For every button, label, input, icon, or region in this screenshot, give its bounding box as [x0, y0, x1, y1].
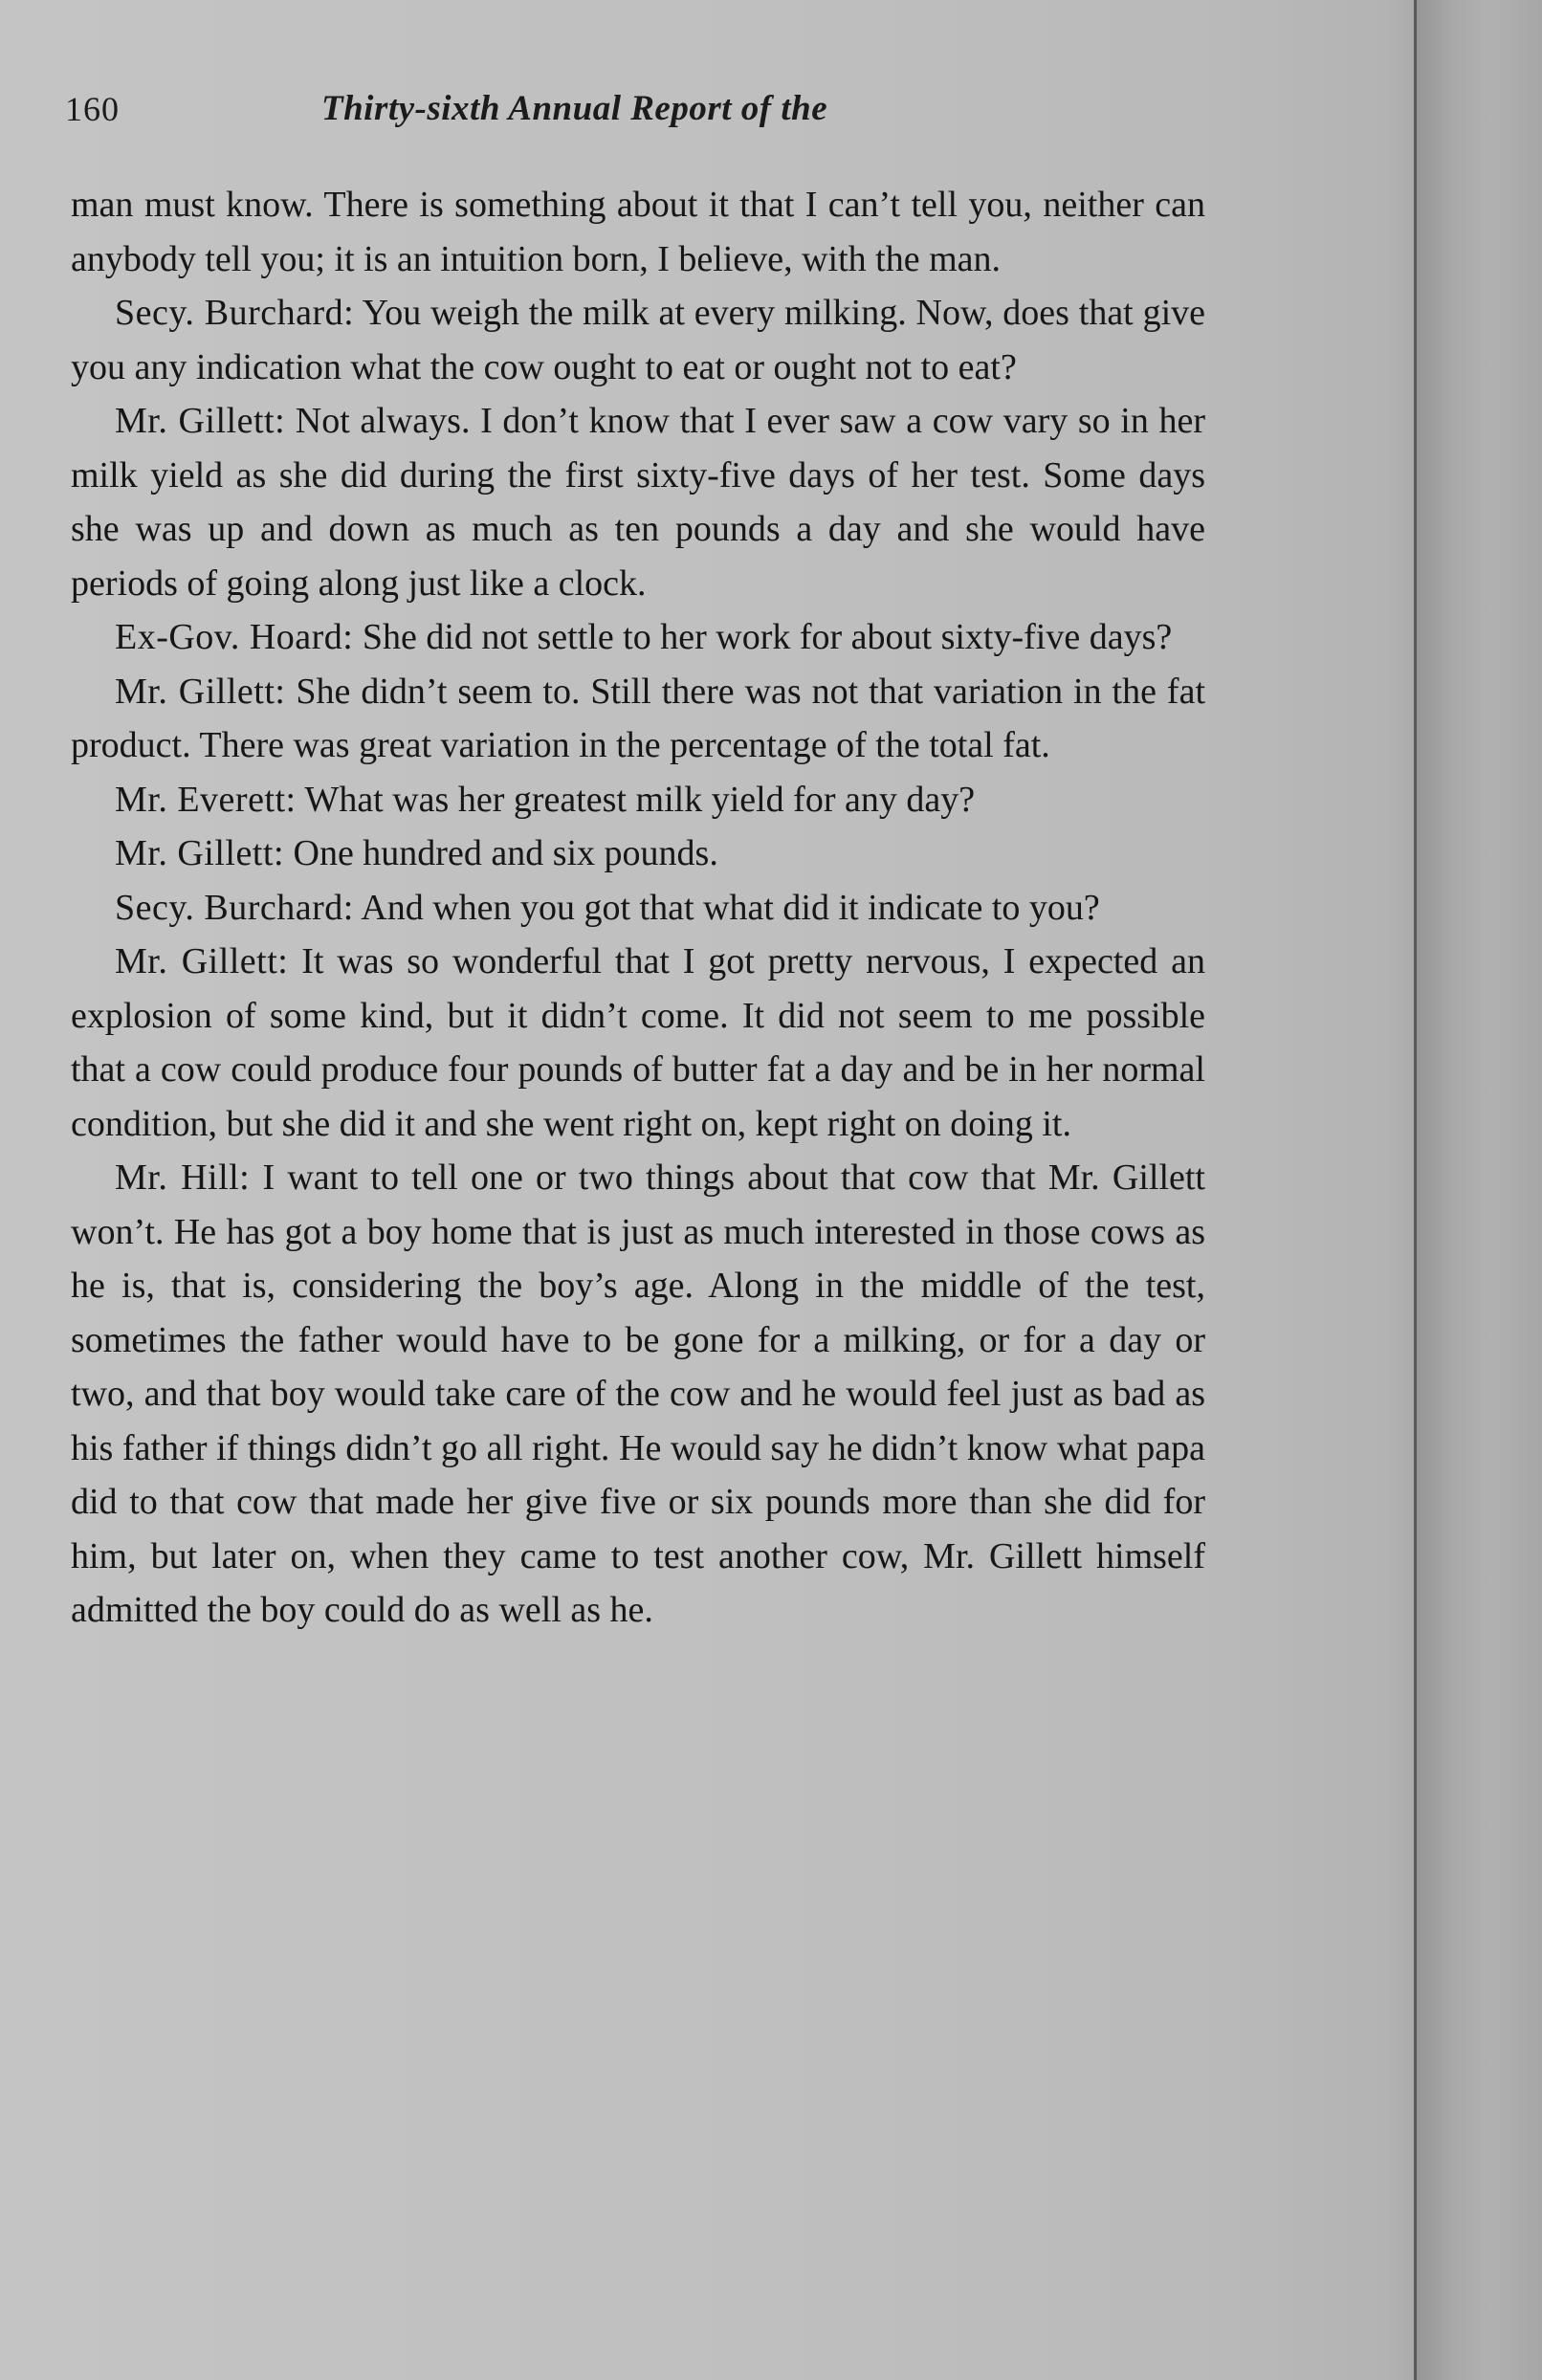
paragraph-text: She didn’t seem to. Still there was not that variation in the fat product. There was great variation in the percentage of the total fat. — [71, 671, 1206, 765]
running-title: Thirty-sixth Annual Report of the — [321, 89, 828, 128]
paragraph-text: I want to tell one or two things about that cow that Mr. Gillett won’t. He has got a boy home that is just as much interested in those cows as he is, that is, considering the boy’s age. Along in the middle of the test, sometimes the father would have to be gone for a milking, or for a day or two, and that boy would take care of the cow and he would feel just as bad as his father if things didn’t go all right. He would say he didn’t know what papa did to that cow that made her give five or six pounds more than she did for him, but later on, when they came to test another cow, Mr. Gillett himself admitted the boy could do as well as he. — [71, 1157, 1205, 1630]
paragraph-text: You weigh the milk at every milking. Now, does that give you any indication what the cow ought to eat or ought not to eat? — [71, 293, 1205, 387]
speaker-name: Mr. Gillett: — [115, 401, 286, 441]
paragraph-text: And when you got that what did it indicate to you? — [361, 887, 1100, 928]
paragraph-text: One hundred and six pounds. — [293, 833, 718, 873]
paragraph — [71, 610, 1205, 665]
running-header — [65, 80, 1213, 138]
page-number: 160 — [65, 90, 120, 128]
paragraph — [71, 826, 1205, 881]
speaker-name: Secy. Burchard: — [115, 293, 355, 333]
paragraph — [71, 178, 1205, 286]
paragraph — [71, 286, 1205, 394]
speaker-name: Secy. Burchard: — [115, 887, 354, 928]
paragraph-text: What was her greatest milk yield for any day? — [304, 779, 976, 820]
paragraph — [71, 1151, 1205, 1638]
speaker-name: Mr. Gillett: — [115, 671, 286, 712]
body-text — [71, 178, 1205, 1638]
paragraph — [71, 881, 1205, 936]
paragraph — [71, 394, 1205, 610]
speaker-name: Mr. Hill: — [115, 1157, 251, 1198]
speaker-name: Mr. Gillett: — [115, 833, 284, 873]
spine-shadow — [1417, 0, 1542, 2380]
paragraph-text: Not always. I don’t know that I ever saw a cow vary so in her milk yield as she did during the first sixty-five days of her test. Some days she was up and down as much as ten pounds a day and she would have periods of going along just like a clock. — [71, 401, 1206, 604]
speaker-name: Mr. Everett: — [115, 779, 297, 820]
spine-edge-line — [1414, 0, 1417, 2380]
speaker-name: Ex-Gov. Hoard: — [115, 617, 354, 657]
paragraph-text: It was so wonderful that I got pretty nervous, I expected an explosion of some kind, but it didn’t come. It did not seem to me possible that a cow could produce four pounds of butter fat a day and be in her normal condition, but she did it and she went right on, kept right on doing it. — [71, 941, 1206, 1144]
paragraph — [71, 773, 1205, 827]
paragraph — [71, 935, 1205, 1151]
paragraph-text: She did not settle to her work for about sixty-five days? — [362, 617, 1173, 657]
paragraph-text: man must know. There is something about it that I can’t tell you, neither can anybody tell you; it is an intuition born, I believe, with the man. — [71, 185, 1205, 279]
paragraph — [71, 665, 1205, 773]
speaker-name: Mr. Gillett: — [115, 941, 289, 981]
